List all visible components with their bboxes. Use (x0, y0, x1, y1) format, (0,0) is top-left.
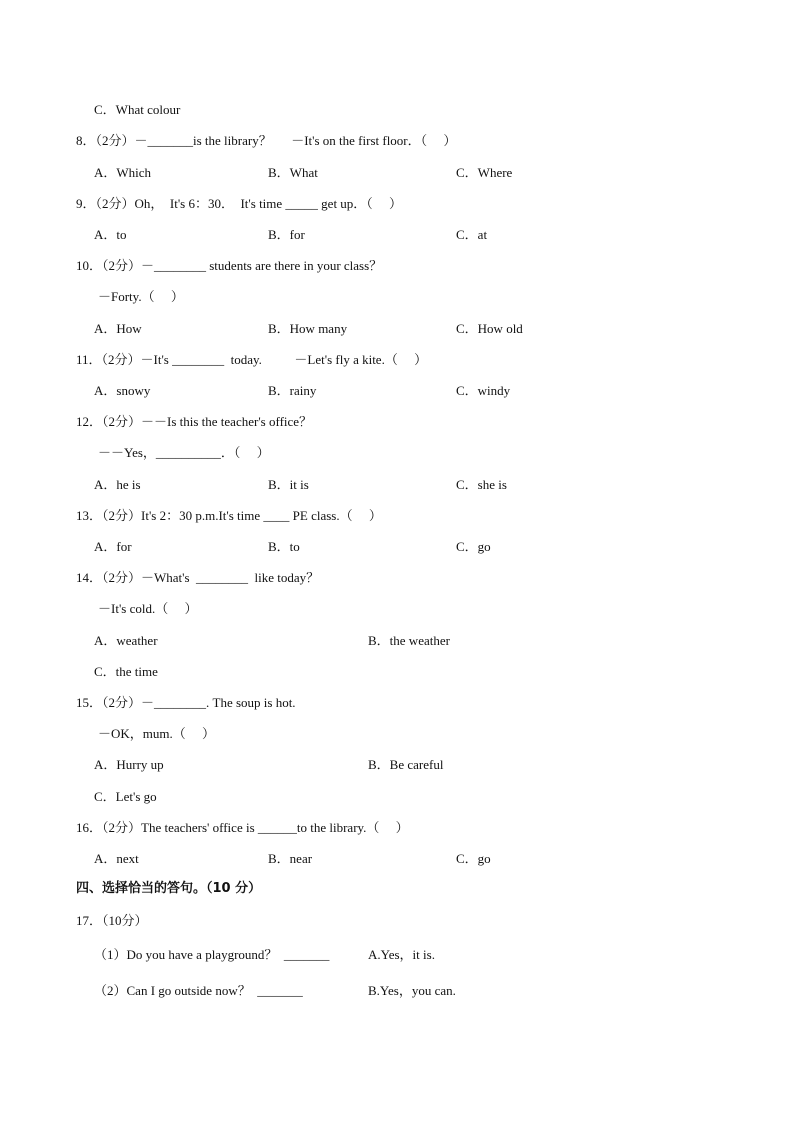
q8-option-b: B．What (268, 165, 318, 180)
q14-option-c: C．the time (94, 664, 158, 679)
section-four-heading: 四、选择恰当的答句。（10 分） (76, 881, 262, 896)
q16-option-c: C．go (456, 851, 491, 866)
q12-option-b: B．it is (268, 477, 309, 492)
q13-option-a: A．for (94, 539, 132, 554)
q14-question: 14．（2分）－What's ________ like today？ (76, 570, 320, 585)
q9-question: 9．（2分）Oh， It's 6：30． It's time _____ get up．（ ） (76, 196, 403, 211)
q17-answer-b: B.Yes，you can. (368, 983, 456, 998)
q8-option-c: C．Where (456, 165, 513, 180)
q10-option-b: B．How many (268, 321, 348, 336)
q14-option-a: A．weather (94, 633, 158, 648)
q15-reply: －OK，mum.（ ） (98, 726, 216, 741)
q16-question: 16．（2分）The teachers' office is ______to the library.（ ） (76, 820, 409, 835)
q17-answer-a: A.Yes，it is. (368, 947, 435, 962)
q10-question: 10．（2分）－________ students are there in your class？ (76, 258, 383, 273)
q11-option-c: C．windy (456, 383, 511, 398)
q17-item-2: （2）Can I go outside now？ _______ (94, 983, 303, 998)
q13-question: 13．（2分）It's 2：30 p.m.It's time ____ PE class.（ ） (76, 508, 382, 523)
q17-item-1: （1）Do you have a playground？ _______ (94, 947, 330, 962)
q12-question: 12．（2分）－－Is this the teacher's office？ (76, 414, 313, 429)
q10-option-c: C．How old (456, 321, 523, 336)
q12-reply: －－Yes，__________．（ ） (98, 445, 270, 460)
q15-question: 15．（2分）－________. The soup is hot. (76, 695, 296, 710)
q9-option-c: C．at (456, 227, 488, 242)
q15-option-c: C．Let's go (94, 789, 157, 804)
q12-option-a: A．he is (94, 477, 141, 492)
q12-option-c: C．she is (456, 477, 507, 492)
q10-option-a: A．How (94, 321, 142, 336)
q16-option-b: B．near (268, 851, 313, 866)
q8-option-a: A．Which (94, 165, 152, 180)
q14-reply: －It's cold.（ ） (98, 601, 198, 616)
q16-option-a: A．next (94, 851, 139, 866)
q13-option-c: C．go (456, 539, 491, 554)
q15-option-a: A．Hurry up (94, 757, 164, 772)
q9-option-a: A．to (94, 227, 127, 242)
q8-question: 8．（2分）－_______is the library？ －It's on the first floor．（ ） (76, 133, 457, 148)
q11-option-b: B．rainy (268, 383, 317, 398)
q13-option-b: B．to (268, 539, 300, 554)
q9-option-b: B．for (268, 227, 305, 242)
q17-question: 17．（10分） (76, 913, 148, 928)
q10-reply: －Forty.（ ） (98, 289, 184, 304)
q11-option-a: A．snowy (94, 383, 151, 398)
q15-option-b: B．Be careful (368, 757, 444, 772)
q7-option-c: C．What colour (94, 102, 181, 117)
q14-option-b: B．the weather (368, 633, 450, 648)
q11-question: 11．（2分）－It's ________ today. －Let's fly a kite.（ ） (76, 352, 428, 367)
